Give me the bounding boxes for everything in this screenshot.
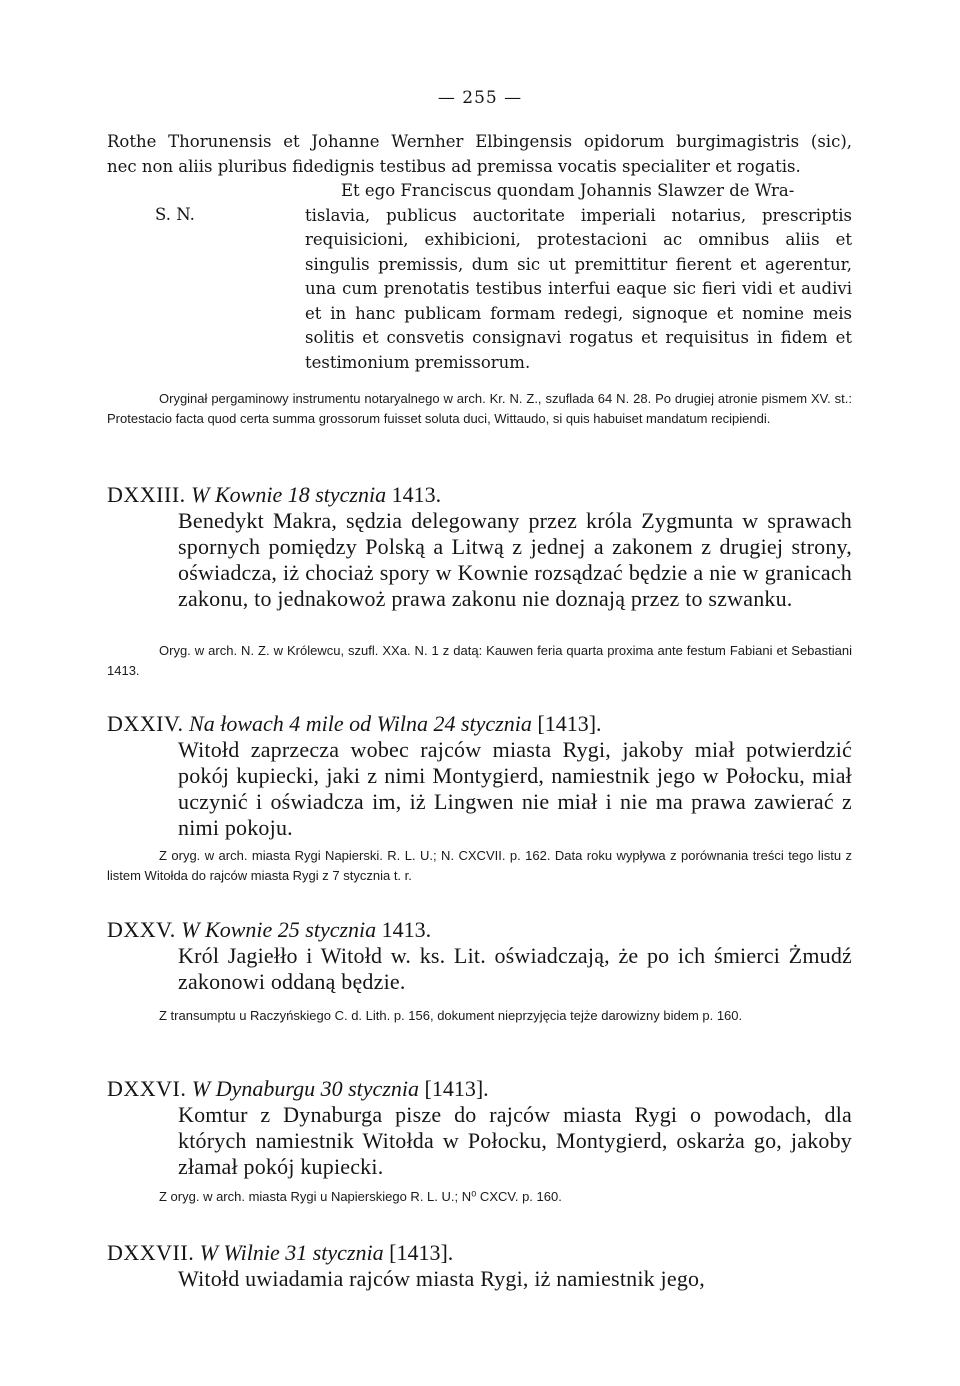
entry-number: DXXIV.	[107, 711, 184, 736]
notary-text-first-line: Et ego Franciscus quondam Johannis Slawzer de Wra-	[341, 181, 795, 200]
entry-summary: Król Jagiełło i Witołd w. ks. Lit. oświadczają, że po ich śmierci Żmudź zakonowi oddaną będzie.	[178, 943, 852, 994]
entry-summary: Komtur z Dynaburga pisze do rajców miasta Rygi o powodach, dla których namiestnik Witołda w Połocku, Montygierd, oskarża go, jakoby złamał pokój kupiecki.	[178, 1102, 852, 1179]
entry-dxxvi-note	[107, 1187, 852, 1207]
entry-place-date: W Dynaburgu 30 stycznia	[191, 1076, 419, 1101]
entry-place-date: Na łowach 4 mile od Wilna 24 stycznia	[189, 711, 532, 736]
entry-heading	[107, 711, 852, 737]
entry-summary: Benedykt Makra, sędzia delegowany przez króla Zygmunta w sprawach spornych pomiędzy Polską a Litwą z jednej a zakonem z drugiej strony, oświadcza, iż chociaż spory w Kownie rozsądzać będzie a nie w granicach zakonu, to jednakowoż prawa zakonu nie doznają przez to szwanku.	[178, 508, 852, 611]
intro-note-text: Oryginał pergaminowy instrumentu notaryalnego w arch. Kr. N. Z., szuflada 64 N. 28. Po drugiej atronie pismem XV. st.: Protestacio facta quod certa summa grossorum fuisset soluta duci, Wittaudo, si quis habuiset mandatum recipiendi.	[107, 391, 852, 426]
entry-year: 1413.	[381, 917, 432, 942]
entry-year: [1413].	[389, 1240, 454, 1265]
entry-dxxiii-note	[107, 641, 852, 680]
entry-dxxv-note	[107, 1006, 852, 1026]
entry-dxxiv	[107, 711, 852, 841]
entry-place-date: W Kownie 25 stycznia	[181, 917, 377, 942]
notary-text	[305, 179, 852, 375]
entry-dxxv	[107, 917, 852, 995]
entry-heading	[107, 482, 852, 508]
entry-place-date: W Wilnie 31 stycznia	[199, 1240, 384, 1265]
notary-sign-label: S. N.	[155, 205, 195, 224]
entry-note-text: Oryg. w arch. N. Z. w Królewcu, szufl. XXa. N. 1 z datą: Kauwen feria quarta proxima ante festum Fabiani et Sebastiani 1413.	[107, 643, 852, 678]
entry-year: [1413].	[424, 1076, 489, 1101]
entry-year: [1413].	[537, 711, 602, 736]
page-number: — 255 —	[437, 88, 523, 108]
entry-heading	[107, 917, 852, 943]
entry-dxxiii	[107, 482, 852, 612]
entry-number: DXXV.	[107, 917, 176, 942]
entry-summary: Witołd zaprzecza wobec rajców miasta Rygi, jakoby miał potwierdzić pokój kupiecki, jaki z nimi Montygierd, namiestnik jego w Połocku, miał uczynić i oświadcza im, iż Lingwen nie miał i nie ma prawa zawierać z nimi pokoju.	[178, 737, 852, 840]
intro-line-1: Rothe Thorunensis et Johanne Wernher Elbingensis opidorum burgimagistris (sic),	[107, 132, 852, 151]
entry-number: DXXVII.	[107, 1240, 195, 1265]
entry-heading	[107, 1076, 852, 1102]
entry-year: 1413.	[391, 482, 442, 507]
entry-note-text: Z oryg. w arch. miasta Rygi Napierski. R. L. U.; N. CXCVII. p. 162. Data roku wypływa z porównania treści tego listu z listem Witołda do rajców miasta Rygi z 7 stycznia t. r.	[107, 848, 852, 883]
notary-signature-block	[107, 179, 852, 375]
entry-place-date: W Kownie 18 stycznia	[191, 482, 387, 507]
entry-note-text: Z transumptu u Raczyńskiego C. d. Lith. p. 156, dokument nieprzyjęcia tejże darowizny bidem p. 160.	[159, 1008, 743, 1023]
entry-number: DXXVI.	[107, 1076, 187, 1101]
entry-number: DXXIII.	[107, 482, 186, 507]
intro-block	[107, 130, 852, 375]
entry-heading	[107, 1240, 852, 1266]
entry-dxxvii	[107, 1240, 852, 1292]
notary-text-rest: tislavia, publicus auctoritate imperiali notarius, prescriptis requisicioni, exhibicioni, protestacioni ac omnibus aliis et singulis premissis, dum sic ut premittitur fierent et agerentur, una cum prenotatis testibus interfui eaque sic fieri vidi et audivi et in hanc publicam formam redegi, signoque et nomine meis solitis et consvetis consignavi rogatus et requisitus in fidem et testimonium premissorum.	[305, 205, 852, 372]
intro-note	[107, 389, 852, 428]
entry-dxxvi	[107, 1076, 852, 1180]
entry-summary: Witołd uwiadamia rajców miasta Rygi, iż namiestnik jego,	[178, 1266, 705, 1291]
entry-dxxiv-note	[107, 846, 852, 885]
intro-line-2: nec non aliis pluribus fidedignis testibus ad premissa vocatis specialiter et rogatis.	[107, 156, 801, 176]
entry-note-text: Z oryg. w arch. miasta Rygi u Napierskiego R. L. U.; N⁰ CXCV. p. 160.	[159, 1189, 562, 1204]
